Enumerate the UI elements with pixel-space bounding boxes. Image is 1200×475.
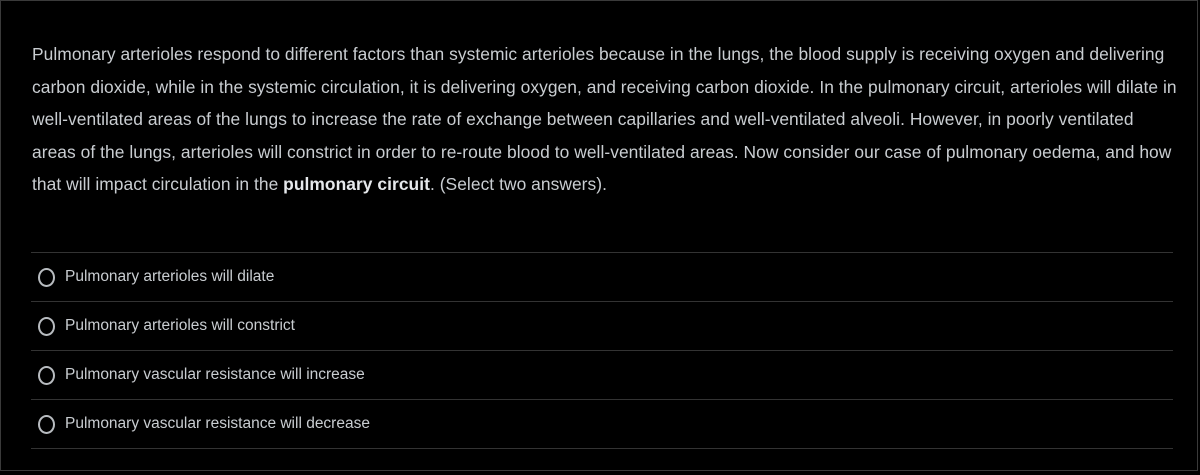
radio-button-icon[interactable] bbox=[38, 268, 55, 287]
radio-button-icon[interactable] bbox=[38, 415, 55, 434]
answer-option-label: Pulmonary vascular resistance will increase bbox=[65, 366, 365, 383]
question-text bbox=[32, 38, 1182, 201]
answer-option-2[interactable] bbox=[31, 302, 1173, 351]
radio-button-icon[interactable] bbox=[38, 317, 55, 336]
answer-option-label: Pulmonary arterioles will dilate bbox=[65, 268, 275, 285]
answer-option-label: Pulmonary vascular resistance will decrease bbox=[65, 415, 370, 432]
answer-options bbox=[31, 253, 1173, 449]
answer-option-3[interactable] bbox=[31, 351, 1173, 400]
question-emphasis: pulmonary circuit bbox=[283, 174, 430, 194]
answer-option-1[interactable] bbox=[31, 253, 1173, 302]
answer-option-4[interactable] bbox=[31, 400, 1173, 449]
question-instruction: . (Select two answers). bbox=[429, 174, 607, 194]
answer-option-label: Pulmonary arterioles will constrict bbox=[65, 317, 295, 334]
question-body: Pulmonary arterioles respond to different factors than systemic arterioles because in the lungs, the blood supply is receiving oxygen and delivering carbon dioxide, while in the systemic circulation, it is delivering oxygen, and receiving carbon dioxide. In the pulmonary circuit, arterioles will dilate in well-ventilated areas of the lungs to increase the rate of exchange between capillaries and well-ventilated alveoli. However, in poorly ventilated areas of the lungs, arterioles will constrict in order to re-route blood to well-ventilated areas. Now consider our case of pulmonary oedema, and how that will impact circulation in the bbox=[32, 44, 1177, 194]
radio-button-icon[interactable] bbox=[38, 366, 55, 385]
